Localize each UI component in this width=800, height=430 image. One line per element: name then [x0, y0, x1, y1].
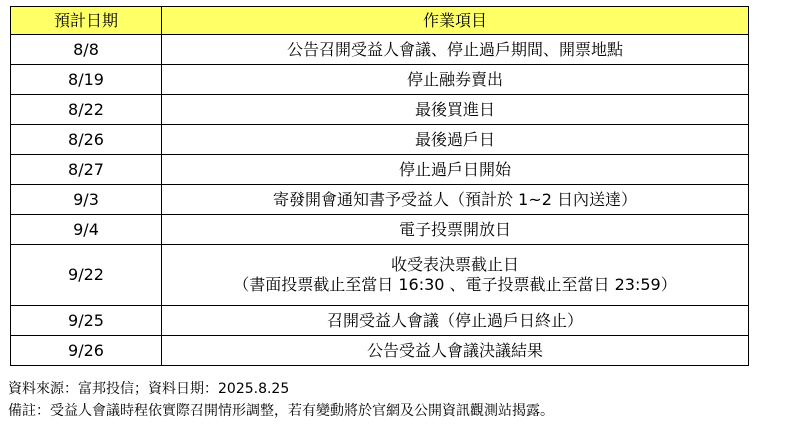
table-row [11, 35, 749, 65]
row-date: 8/27 [11, 155, 162, 185]
table-row [11, 95, 749, 125]
task-line: 電子投票開放日 [398, 219, 511, 239]
row-task [162, 125, 749, 155]
task-line: 收受表決票截止日 [390, 255, 519, 274]
task-line: 停止過戶日開始 [398, 159, 511, 179]
footnotes [8, 378, 554, 422]
task-line: 最後買進日 [414, 99, 495, 119]
row-date: 9/22 [11, 245, 162, 306]
task-line: 最後過戶日 [414, 129, 495, 149]
task-line: 召開受益人會議（停止過戶日終止） [326, 310, 583, 330]
row-task [162, 185, 749, 215]
remark-note: 備註：受益人會議時程依實際召開情形調整，若有變動將於官網及公開資訊觀測站揭露。 [8, 403, 554, 419]
table-body [11, 35, 749, 366]
row-task [162, 95, 749, 125]
row-task [162, 245, 749, 306]
row-date: 9/25 [11, 306, 162, 336]
row-task [162, 215, 749, 245]
row-task [162, 155, 749, 185]
table-row [11, 245, 749, 306]
task-line: 公告召開受益人會議、停止過戶期間、開票地點 [286, 39, 623, 59]
row-date: 9/26 [11, 336, 162, 366]
table-header-row [11, 7, 749, 35]
table-row [11, 185, 749, 215]
row-date: 8/19 [11, 65, 162, 95]
row-date: 9/4 [11, 215, 162, 245]
table-row [11, 155, 749, 185]
row-task [162, 65, 749, 95]
task-line: 停止融券賣出 [406, 69, 503, 89]
row-task [162, 35, 749, 65]
row-task [162, 306, 749, 336]
row-date: 8/26 [11, 125, 162, 155]
table-row [11, 65, 749, 95]
table-row [11, 125, 749, 155]
row-date: 8/8 [11, 35, 162, 65]
header-task: 作業項目 [162, 7, 749, 35]
header-date: 預計日期 [11, 7, 162, 35]
task-line: 公告受益人會議決議結果 [366, 340, 543, 360]
row-task [162, 336, 749, 366]
schedule-table [10, 6, 749, 366]
row-date: 9/3 [11, 185, 162, 215]
source-note: 資料來源：富邦投信；資料日期：2025.8.25 [8, 381, 290, 397]
table-row [11, 306, 749, 336]
task-line: 寄發開會通知書予受益人（預計於 1~2 日內送達） [273, 189, 637, 209]
table-row [11, 336, 749, 366]
row-date: 8/22 [11, 95, 162, 125]
table-row [11, 215, 749, 245]
task-line: （書面投票截止至當日 16:30 、電子投票截止至當日 23:59） [233, 275, 677, 294]
